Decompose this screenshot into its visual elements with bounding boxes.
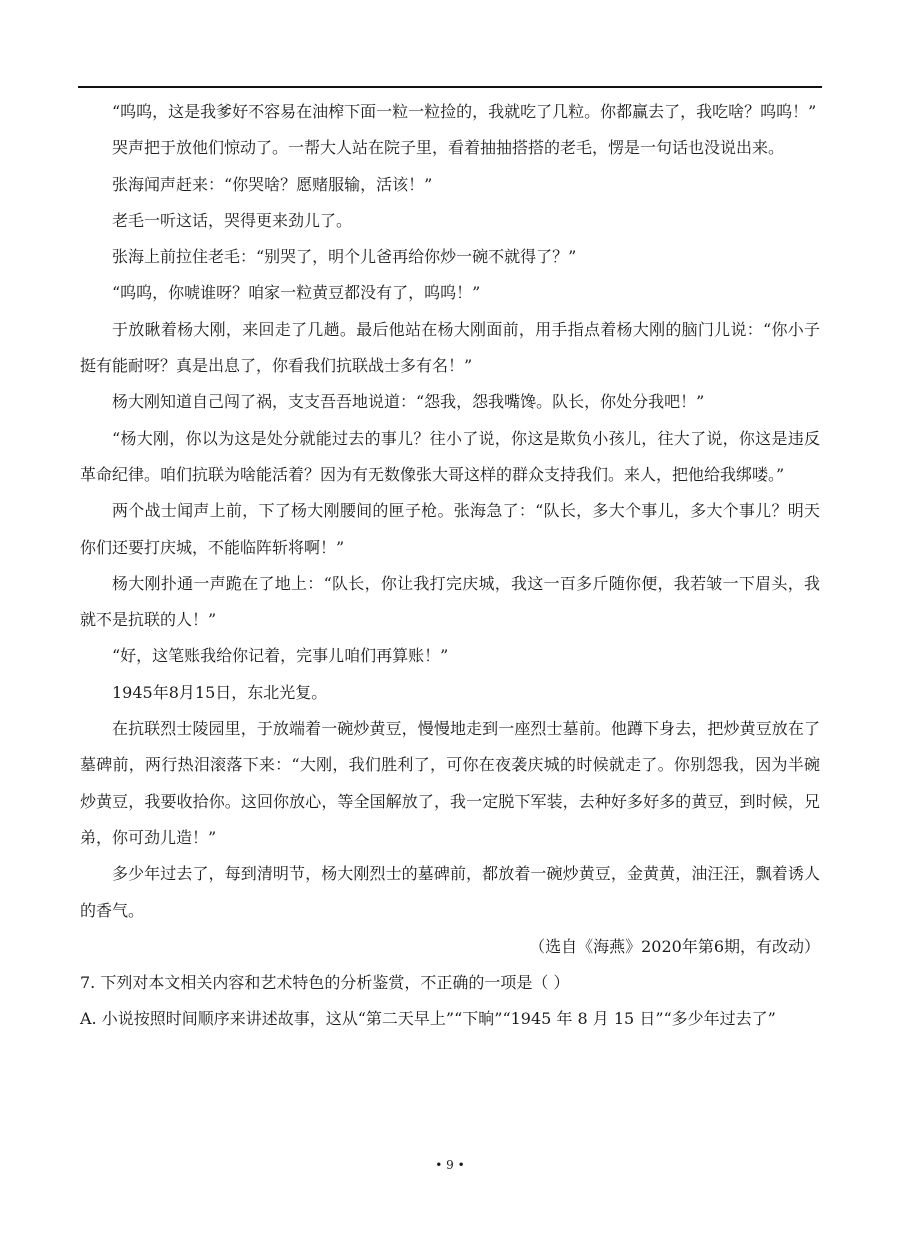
paragraph: 张海闻声赶来：“你哭啥？愿赌服输，活该！” xyxy=(112,174,433,194)
paragraph: “好，这笔账我给你记着，完事儿咱们再算账！” xyxy=(112,646,449,666)
paragraph: “呜呜，这是我爹好不容易在油榨下面一粒一粒捡的，我就吃了几粒。你都赢去了，我吃啥？呜呜！” xyxy=(112,102,817,121)
paragraph: 杨大刚知道自己闯了祸，支支吾吾地说道：“怨我，怨我嘴馋。队长，你处分我吧！” xyxy=(112,392,705,412)
paragraph: “呜呜，你唬谁呀？咱家一粒黄豆都没有了，呜呜！” xyxy=(112,283,481,303)
paragraph: 哭声把于放他们惊动了。一帮大人站在院子里，看着抽抽搭搭的老毛，愣是一句话也没说出来。 xyxy=(112,138,785,158)
page-number: • 9 • xyxy=(435,1158,465,1172)
paragraph: 1945年8月15日，东北光复。 xyxy=(112,682,328,702)
paragraph: 老毛一听这话，哭得更来劲儿了。 xyxy=(112,210,353,230)
question-option-a: A. 小说按照时间顺序来讲述故事，这从“第二天早上”“下晌”“1945 年 8 月 15 日”“多少年过去了” xyxy=(80,1009,776,1029)
article-body xyxy=(80,94,820,1038)
paragraph: 杨大刚扑通一声跪在了地上：“队长，你让我打完庆城，我这一百多斤随你便，我若皱一下眉头，我就不是抗联的人！” xyxy=(80,573,820,630)
paragraph: “杨大刚，你以为这是处分就能过去的事儿？往小了说，你这是欺负小孩儿，往大了说，你这是违反革命纪律。咱们抗联为啥能活着？因为有无数像张大哥这样的群众支持我们。来人，把他给我绑喽。” xyxy=(80,428,820,484)
paragraph: 在抗联烈士陵园里，于放端着一碗炒黄豆，慢慢地走到一座烈士墓前。他蹲下身去，把炒黄豆放在了墓碑前，两行热泪滚落下来：“大刚，我们胜利了，可你在夜袭庆城的时候就走了。你别怨我，因为半碗炒黄豆，我要收拾你。这回你放心，等全国解放了，我一定脱下军装，去种好多好多的黄豆，到时候，兄弟，你可劲儿造！” xyxy=(80,719,820,847)
paragraph: 两个战士闻声上前，下了杨大刚腰间的匣子枪。张海急了：“队长，多大个事儿，多大个事儿？明天你们还要打庆城，不能临阵斩将啊！” xyxy=(80,501,820,557)
paragraph: 张海上前拉住老毛：“别哭了，明个儿爸再给你炒一碗不就得了？” xyxy=(112,247,577,267)
source-citation: （选自《海燕》2020年第6期，有改动） xyxy=(529,936,820,956)
question-stem: 7. 下列对本文相关内容和艺术特色的分析鉴赏，不正确的一项是（ ） xyxy=(80,973,570,993)
paragraph: 于放瞅着杨大刚，来回走了几趟。最后他站在杨大刚面前，用手指点着杨大刚的脑门儿说：“你小子挺有能耐呀？真是出息了，你看我们抗联战士多有名！” xyxy=(80,319,820,376)
paragraph: 多少年过去了，每到清明节，杨大刚烈士的墓碑前，都放着一碗炒黄豆，金黄黄，油汪汪，飘着诱人的香气。 xyxy=(80,864,820,920)
header-rule xyxy=(78,86,822,88)
